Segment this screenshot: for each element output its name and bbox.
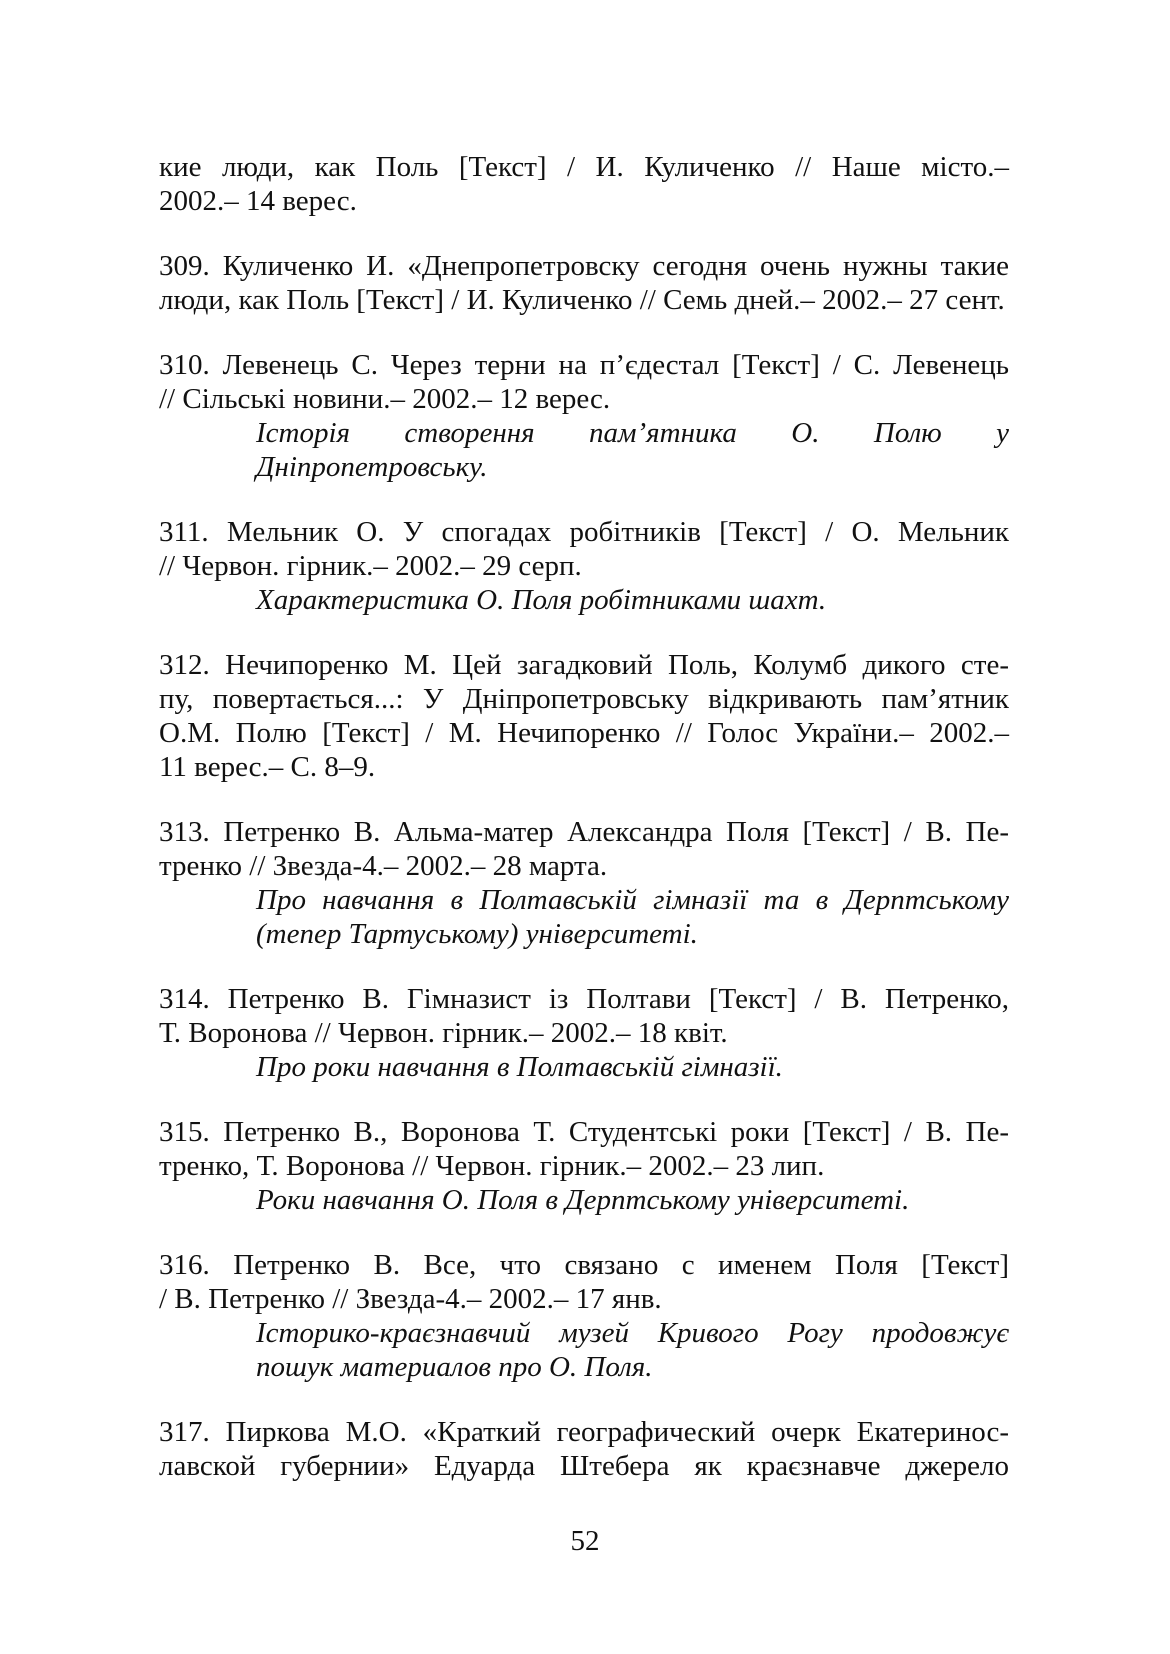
entry-text-line: // Червон. гірник.– 2002.– 29 серп. bbox=[159, 550, 582, 582]
entry-text-line: люди, как Поль [Текст] / И. Куличенко // Семь дней.– 2002.– 27 сент. bbox=[159, 284, 1005, 316]
annotation-line: пошук материалов про О. Поля. bbox=[256, 1351, 653, 1383]
entry-text-line: кие люди, как Поль [Текст] / И. Куличенко // Наше місто.– bbox=[159, 151, 1009, 183]
annotation-line: Характеристика О. Поля робітниками шахт. bbox=[256, 584, 827, 616]
bibliography-page bbox=[159, 150, 1009, 1514]
entry-annotation bbox=[256, 416, 1009, 484]
annotation-line: Історія створення пам’ятника О. Полю у Дніпропетровську. bbox=[256, 417, 1009, 483]
entry-annotation bbox=[256, 1183, 1009, 1217]
bibliography-entry bbox=[159, 150, 1009, 218]
bibliography-entry bbox=[159, 515, 1009, 617]
annotation-line: Про роки навчання в Полтавській гімназії. bbox=[256, 1051, 783, 1083]
entry-text-line: 313. Петренко В. Альма-матер Александра Поля [Текст] / В. Пе- bbox=[159, 816, 1009, 848]
entry-text-line: 309. Куличенко И. «Днепропетровску сегодня очень нужны такие bbox=[159, 250, 1009, 282]
annotation-line: Про навчання в Полтавській гімназії та в Дерптському bbox=[256, 884, 1009, 916]
entry-text-line: О.М. Полю [Текст] / М. Нечипоренко // Голос України.– 2002.– bbox=[159, 717, 1009, 749]
entry-text-line: 310. Левенець С. Через терни на п’єдестал [Текст] / С. Левенець bbox=[159, 349, 1009, 381]
entry-text-line: 311. Мельник О. У спогадах робітників [Текст] / О. Мельник bbox=[159, 516, 1009, 548]
entry-text-line: пу, повертається...: У Дніпропетровську відкривають пам’ятник bbox=[159, 683, 1009, 715]
bibliography-entry bbox=[159, 348, 1009, 484]
entry-text-line: 317. Пиркова М.О. «Краткий географический очерк Екатеринос- bbox=[159, 1416, 1009, 1448]
entry-annotation bbox=[256, 583, 1009, 617]
entry-text-line: // Сільські новини.– 2002.– 12 верес. bbox=[159, 383, 611, 415]
bibliography-entry bbox=[159, 249, 1009, 317]
entry-text-line: 314. Петренко В. Гімназист із Полтави [Текст] / В. Петренко, bbox=[159, 983, 1009, 1015]
entry-text-line: лавской губернии» Едуарда Штебера як краєзнавче джерело bbox=[159, 1450, 1009, 1482]
entry-text-line: / В. Петренко // Звезда-4.– 2002.– 17 янв. bbox=[159, 1283, 662, 1315]
page-number: 52 bbox=[570, 1525, 600, 1557]
bibliography-entry bbox=[159, 1115, 1009, 1217]
entry-text-line: 312. Нечипоренко М. Цей загадковий Поль, Колумб дикого сте- bbox=[159, 649, 1009, 681]
bibliography-entry bbox=[159, 648, 1009, 784]
entry-text-line: 315. Петренко В., Воронова Т. Студентські роки [Текст] / В. Пе- bbox=[159, 1116, 1009, 1148]
entry-text-line: 2002.– 14 верес. bbox=[159, 185, 357, 217]
bibliography-entry bbox=[159, 982, 1009, 1084]
entry-text-line: тренко, Т. Воронова // Червон. гірник.– 2002.– 23 лип. bbox=[159, 1150, 825, 1182]
annotation-line: Історико-краєзнавчий музей Кривого Рогу продовжує bbox=[256, 1317, 1009, 1349]
entry-annotation bbox=[256, 883, 1009, 951]
bibliography-entry bbox=[159, 1248, 1009, 1384]
annotation-line: Роки навчання О. Поля в Дерптському університеті. bbox=[256, 1184, 910, 1216]
entry-text-line: 11 верес.– С. 8–9. bbox=[159, 751, 376, 783]
entry-text-line: Т. Воронова // Червон. гірник.– 2002.– 18 квіт. bbox=[159, 1017, 728, 1049]
entry-annotation bbox=[256, 1316, 1009, 1384]
entry-annotation bbox=[256, 1050, 1009, 1084]
annotation-line: (тепер Тартуському) університеті. bbox=[256, 918, 698, 950]
entry-text-line: 316. Петренко В. Все, что связано с именем Поля [Текст] bbox=[159, 1249, 1009, 1281]
bibliography-entry bbox=[159, 815, 1009, 951]
entry-text-line: тренко // Звезда-4.– 2002.– 28 марта. bbox=[159, 850, 608, 882]
bibliography-entry bbox=[159, 1415, 1009, 1483]
